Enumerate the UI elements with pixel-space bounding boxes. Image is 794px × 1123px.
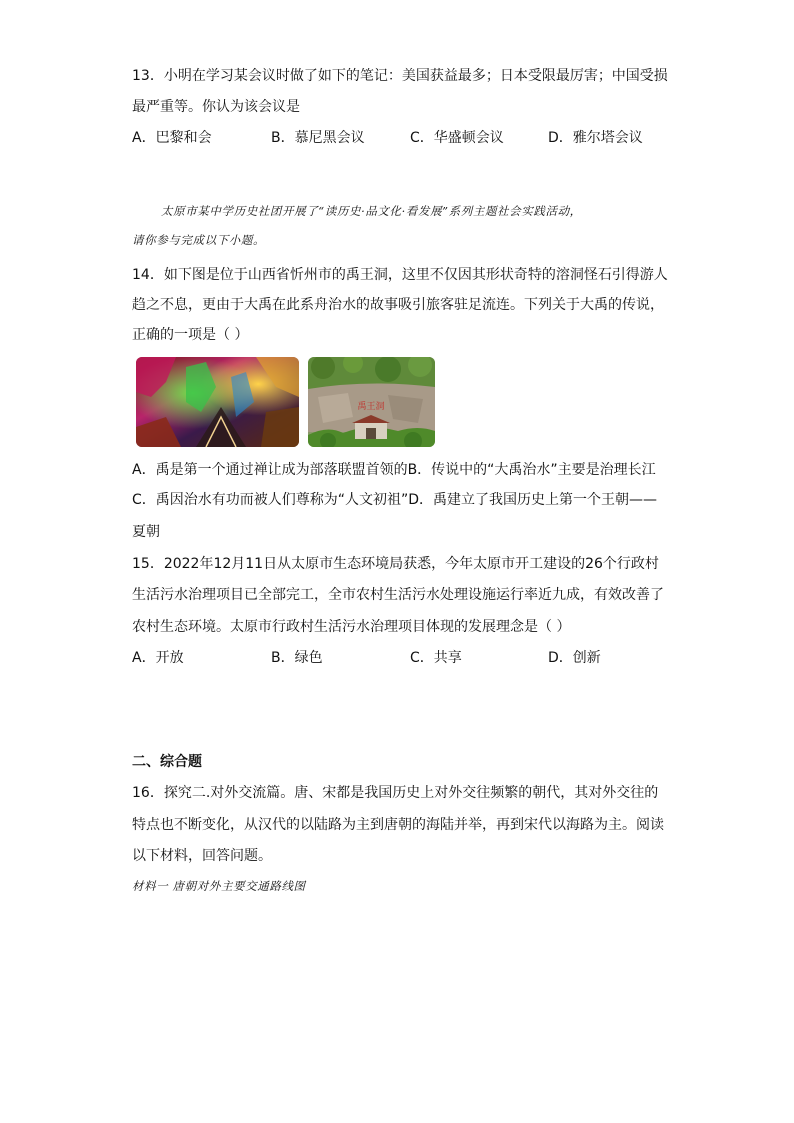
activity-intro-line1: 太原市某中学历史社团开展了“读历史·品文化·看发展”系列主题社会实践活动，	[161, 204, 582, 218]
q13-option-b: B．慕尼黑会议	[271, 130, 365, 146]
q15-stem-line1: 15．2022年12月11日从太原市生态环境局获悉，今年太原市开工建设的26个行政村	[132, 556, 659, 572]
material-caption: 材料一 唐朝对外主要交通路线图	[132, 879, 306, 893]
q13-stem-line2: 最严重等。你认为该会议是	[132, 99, 300, 115]
q14-options-line2: C．禹因治水有功而被人们尊称为“人文初祖”D．禹建立了我国历史上第一个王朝——	[132, 492, 658, 508]
cave-interior-photo	[136, 357, 299, 447]
q15-stem-line2: 生活污水治理项目已全部完工，全市农村生活污水处理设施运行率近九成，有效改善了	[132, 587, 664, 603]
q14-options-line1: A．禹是第一个通过禅让成为部落联盟首领的B．传说中的“大禹治水”主要是治理长江	[132, 462, 656, 478]
section-title: 二、综合题	[132, 754, 202, 770]
q14-options-line3: 夏朝	[132, 524, 160, 540]
q15-stem-line3: 农村生态环境。太原市行政村生活污水治理项目体现的发展理念是（ ）	[132, 619, 571, 635]
q14-stem-line1: 14．如下图是位于山西省忻州市的禹王洞，这里不仅因其形状奇特的溶洞怪石引得游人	[132, 267, 668, 283]
q14-stem-line3: 正确的一项是（ ）	[132, 327, 249, 343]
q15-option-c: C．共享	[410, 650, 462, 666]
q13-option-d: D．雅尔塔会议	[548, 130, 643, 146]
q14-stem-line2: 趋之不息，更由于大禹在此系舟治水的故事吸引旅客驻足流连。下列关于大禹的传说，	[132, 297, 664, 313]
q13-stem-line1: 13．小明在学习某会议时做了如下的笔记：美国获益最多；日本受限最厉害；中国受损	[132, 68, 668, 84]
q13-option-c: C．华盛顿会议	[410, 130, 504, 146]
q15-option-a: A．开放	[132, 650, 184, 666]
q16-stem-line1: 16．探究二.对外交流篇。唐、宋都是我国历史上对外交往频繁的朝代，其对外交往的	[132, 785, 659, 801]
q15-option-d: D．创新	[548, 650, 601, 666]
q15-option-b: B．绿色	[271, 650, 323, 666]
q16-stem-line3: 以下材料，回答问题。	[132, 848, 272, 864]
q13-option-a: A．巴黎和会	[132, 130, 212, 146]
activity-intro-line2: 请你参与完成以下小题。	[132, 233, 266, 247]
q16-stem-line2: 特点也不断变化，从汉代的以陆路为主到唐朝的海陆并举，再到宋代以海路为主。阅读	[132, 817, 664, 833]
cave-entrance-photo	[308, 357, 435, 447]
cave-sign-text: 禹王洞	[357, 402, 385, 412]
